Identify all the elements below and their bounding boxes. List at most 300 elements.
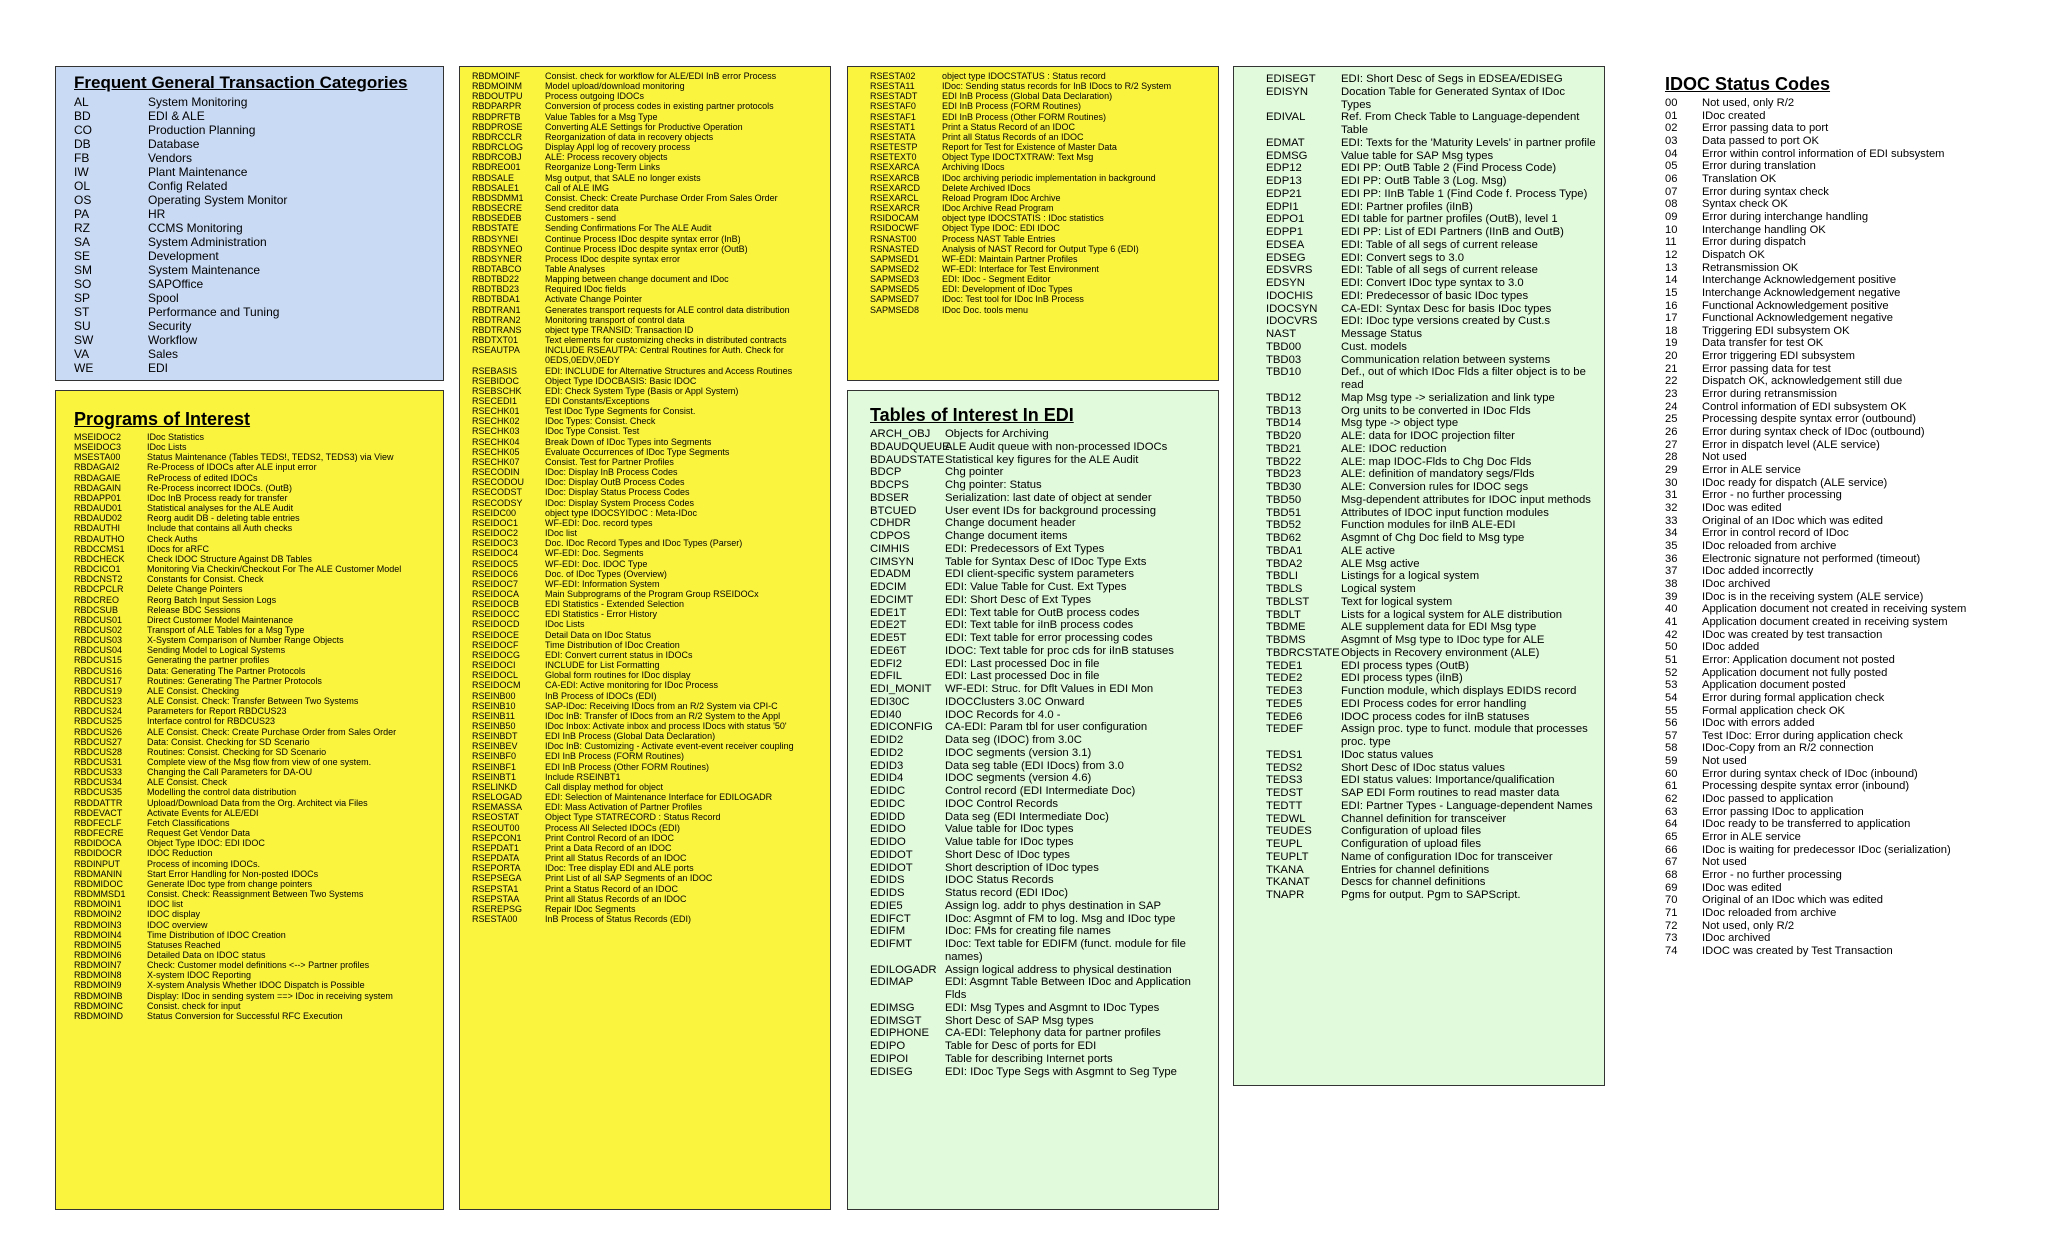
list-item bbox=[870, 670, 1212, 683]
list-item bbox=[472, 782, 824, 792]
edi-tables-list bbox=[870, 428, 1212, 1078]
list-item bbox=[1665, 755, 2035, 768]
list-item bbox=[1266, 532, 1598, 545]
list-item bbox=[1665, 818, 2035, 831]
item-code: SAPMSED1 bbox=[870, 253, 920, 264]
item-description: Syntax check OK bbox=[1702, 198, 1788, 211]
item-description: Value Tables for a Msg Type bbox=[545, 111, 658, 122]
list-item bbox=[1266, 494, 1598, 507]
item-description: IDoc Lists bbox=[147, 442, 187, 453]
list-item bbox=[870, 925, 1212, 938]
item-description: Security bbox=[148, 319, 192, 333]
item-description: Direct Customer Model Maintenance bbox=[147, 614, 294, 625]
item-description: Process outgoing IDOCs bbox=[545, 91, 645, 102]
list-item bbox=[870, 900, 1212, 913]
item-code: RSEIDOCE bbox=[472, 629, 520, 640]
item-code: TBDRCSTATE bbox=[1266, 646, 1340, 659]
item-description: Descs for channel definitions bbox=[1341, 876, 1486, 889]
item-description: Delete Change Pointers bbox=[147, 584, 243, 595]
list-item bbox=[870, 294, 1212, 304]
item-code: 11 bbox=[1665, 236, 1677, 249]
list-item bbox=[74, 767, 437, 777]
item-code: RSECHK03 bbox=[472, 426, 520, 437]
item-description: Entries for channel definitions bbox=[1341, 863, 1490, 876]
item-code: 58 bbox=[1665, 742, 1678, 755]
item-code: EDIE5 bbox=[870, 899, 903, 912]
item-code: EDIDOT bbox=[870, 848, 913, 861]
list-item bbox=[472, 660, 824, 670]
item-description: Check IDOC Structure Against DB Tables bbox=[147, 553, 312, 564]
item-code: RBDRCLOG bbox=[472, 142, 524, 153]
list-item bbox=[74, 151, 443, 165]
item-code: 13 bbox=[1665, 261, 1678, 274]
list-item bbox=[472, 183, 824, 193]
item-description: ALE Consist. Checking bbox=[147, 685, 240, 696]
item-description: Short Desc of SAP Msg types bbox=[945, 1014, 1094, 1027]
item-description: IDOC display bbox=[147, 909, 201, 920]
item-description: EDI: Msg Types and Asgmnt to IDoc Types bbox=[945, 1001, 1160, 1014]
item-description: WF-EDI: Interface for Test Environment bbox=[942, 263, 1099, 274]
item-code: RSEIDOCA bbox=[472, 588, 520, 599]
item-code: RBDSALE bbox=[472, 172, 515, 183]
item-code: RSEXARCA bbox=[870, 162, 920, 173]
item-description: System Maintenance bbox=[148, 263, 261, 277]
list-item bbox=[1266, 201, 1598, 214]
item-description: Database bbox=[148, 137, 200, 151]
item-code: RBDMOIN3 bbox=[74, 919, 122, 930]
item-description: ALE: data for IDOC projection filter bbox=[1341, 430, 1515, 442]
list-item bbox=[472, 264, 824, 274]
item-description: IDoc archived bbox=[1702, 577, 1771, 590]
item-code: CIMSYN bbox=[870, 555, 914, 568]
item-description: ALE active bbox=[1341, 544, 1396, 557]
item-description: IDoc InB: Customizing - Activate event-event receiver coupling bbox=[545, 741, 794, 752]
item-description: EDI: Text table for iInB process codes bbox=[945, 619, 1134, 632]
list-item bbox=[870, 530, 1212, 543]
item-code: BDAUDQUEUE bbox=[870, 440, 950, 453]
item-code: 37 bbox=[1665, 565, 1678, 578]
item-code: RSESTADT bbox=[870, 91, 918, 102]
item-code: RSEIDOC7 bbox=[472, 578, 519, 589]
item-code: 05 bbox=[1665, 160, 1678, 173]
list-item bbox=[1266, 825, 1598, 838]
item-code: EDIDS bbox=[870, 887, 905, 899]
list-item bbox=[870, 721, 1212, 734]
item-code: TBD62 bbox=[1266, 532, 1302, 544]
list-item bbox=[870, 112, 1212, 122]
list-item bbox=[1665, 451, 2035, 464]
item-code: RSELOGAD bbox=[472, 792, 523, 803]
item-description: Not used bbox=[1702, 451, 1747, 464]
list-item bbox=[1266, 800, 1598, 813]
list-item bbox=[870, 173, 1212, 183]
item-description: Routines: Generating The Partner Protocols bbox=[147, 675, 322, 686]
item-code: EDE5T bbox=[870, 632, 907, 644]
item-code: TEDS1 bbox=[1266, 748, 1303, 761]
list-item bbox=[74, 899, 437, 909]
list-item bbox=[1266, 723, 1598, 749]
item-description: System Monitoring bbox=[148, 95, 248, 109]
item-code: BDSER bbox=[870, 491, 909, 504]
item-code: RBDCUS28 bbox=[74, 746, 123, 757]
item-code: EDIMSGT bbox=[870, 1014, 922, 1027]
item-description: Error in ALE service bbox=[1702, 464, 1801, 477]
item-code: RBDDATTR bbox=[74, 797, 123, 808]
item-code: RSEOSTAT bbox=[472, 812, 520, 823]
list-item bbox=[472, 294, 824, 304]
list-item bbox=[1665, 806, 2035, 819]
item-description: Generating the partner profiles bbox=[147, 655, 270, 666]
list-item bbox=[472, 863, 824, 873]
item-code: RSEXARCB bbox=[870, 172, 920, 183]
item-code: RSEIDOCM bbox=[472, 680, 521, 691]
item-description: Doc. of IDoc Types (Overview) bbox=[545, 568, 667, 579]
item-code: 50 bbox=[1665, 641, 1678, 654]
list-item bbox=[1665, 262, 2035, 275]
item-code: RBDRCOBJ bbox=[472, 152, 522, 163]
item-description: Generates transport requests for ALE control data distribution bbox=[545, 304, 790, 315]
list-item bbox=[472, 833, 824, 843]
item-code: 67 bbox=[1665, 856, 1678, 869]
item-description: EDI: Asgmnt Table Between IDoc and Application Flds bbox=[945, 976, 1191, 1001]
list-item bbox=[74, 483, 437, 493]
item-code: RSETEXT0 bbox=[870, 152, 917, 163]
item-description: Def., out of which IDoc Flds a filter object is to be read bbox=[1341, 366, 1586, 391]
list-item bbox=[74, 123, 443, 137]
list-item bbox=[1266, 787, 1598, 800]
item-description: Short description of IDoc types bbox=[945, 861, 1099, 874]
item-code: RSEPSEGA bbox=[472, 873, 522, 884]
item-code: RSEBSCHK bbox=[472, 385, 522, 396]
item-code: EDCIMT bbox=[870, 593, 914, 606]
item-code: EDE6T bbox=[870, 644, 907, 657]
item-description: CA-EDI: Param tbl for user configuration bbox=[945, 721, 1148, 734]
list-item bbox=[472, 650, 824, 660]
list-item bbox=[472, 122, 824, 132]
item-code: RSNASTED bbox=[870, 243, 920, 254]
list-item bbox=[1665, 300, 2035, 313]
item-code: TBD52 bbox=[1266, 519, 1302, 532]
item-code: 68 bbox=[1665, 869, 1678, 882]
item-description: Logical system bbox=[1341, 583, 1416, 595]
item-code: TEDE3 bbox=[1266, 685, 1303, 697]
item-description: Msg output, that SALE no longer exists bbox=[545, 172, 701, 183]
item-description: IDoc list bbox=[545, 528, 578, 539]
list-item bbox=[472, 437, 824, 447]
item-code: TBD30 bbox=[1266, 481, 1302, 493]
list-item bbox=[472, 457, 824, 467]
item-code: RSESTA11 bbox=[870, 81, 915, 92]
item-code: PA bbox=[74, 207, 90, 221]
item-description: IDoc: FMs for creating file names bbox=[945, 925, 1111, 938]
item-code: TEDE5 bbox=[1266, 697, 1303, 710]
list-item bbox=[1266, 672, 1598, 685]
item-code: RBDMOINB bbox=[74, 990, 123, 1001]
list-item bbox=[472, 71, 824, 81]
item-code: EDIPHONE bbox=[870, 1027, 930, 1040]
item-code: RBDTRANS bbox=[472, 324, 522, 335]
idoc-status-codes-list bbox=[1665, 97, 2035, 958]
list-item bbox=[1665, 350, 2035, 363]
item-code: TBD20 bbox=[1266, 430, 1302, 442]
list-item bbox=[74, 513, 437, 523]
item-code: RSEPDAT1 bbox=[472, 842, 519, 853]
item-code: RBDOUTPU bbox=[472, 91, 523, 102]
item-code: RSEIDOCL bbox=[472, 670, 519, 681]
item-description: Consist. Check: Create Purchase Order From Sales Order bbox=[545, 192, 778, 203]
list-item bbox=[472, 701, 824, 711]
edi-tables-continued-list bbox=[1266, 73, 1598, 902]
list-item bbox=[74, 869, 437, 879]
item-code: RBDAGAIN bbox=[74, 482, 122, 493]
list-item bbox=[1266, 150, 1598, 163]
list-item bbox=[74, 737, 437, 747]
item-description: Model upload/download monitoring bbox=[545, 81, 685, 92]
item-code: RBDTRAN2 bbox=[472, 314, 521, 325]
item-description: Functional Acknowledgement positive bbox=[1702, 299, 1889, 312]
item-code: 56 bbox=[1665, 717, 1678, 730]
item-code: EDISYN bbox=[1266, 85, 1309, 98]
item-code: EDSEG bbox=[1266, 251, 1306, 264]
list-item bbox=[74, 879, 437, 889]
item-code: EDID2 bbox=[870, 746, 904, 759]
item-code: RBDSYNEI bbox=[472, 233, 519, 244]
list-item bbox=[74, 920, 437, 930]
item-code: RSECHK05 bbox=[472, 446, 520, 457]
item-description: Error during interchange handling bbox=[1702, 210, 1869, 223]
item-code: RBDCUS15 bbox=[74, 655, 123, 666]
item-description: Request Get Vendor Data bbox=[147, 828, 251, 839]
programs-continued-list bbox=[472, 71, 824, 924]
list-item bbox=[1665, 869, 2035, 882]
item-code: RBDMOINM bbox=[472, 81, 522, 92]
item-code: RBDSALE1 bbox=[472, 182, 520, 193]
item-code: 18 bbox=[1665, 324, 1678, 337]
item-description: Org units to be converted in IDoc Flds bbox=[1341, 404, 1531, 417]
list-item bbox=[1266, 226, 1598, 239]
item-description: Object Type IDOCTXTRAW: Text Msg bbox=[942, 152, 1094, 163]
list-item bbox=[472, 426, 824, 436]
item-description: Repair IDoc Segments bbox=[545, 903, 636, 914]
list-item bbox=[472, 213, 824, 223]
item-code: EDCIM bbox=[870, 581, 907, 593]
list-item bbox=[870, 234, 1212, 244]
item-description: EDI: INCLUDE for Alternative Structures and Access Routines bbox=[545, 365, 793, 376]
list-item bbox=[74, 544, 437, 554]
programs-continued-2-list bbox=[870, 71, 1212, 315]
item-code: RSEINBF1 bbox=[472, 761, 517, 772]
item-description: Call of ALE IMG bbox=[545, 182, 610, 193]
item-code: 17 bbox=[1665, 312, 1678, 325]
item-code: RBDCUS01 bbox=[74, 614, 123, 625]
item-code: RBDSEDEB bbox=[472, 213, 522, 224]
list-item bbox=[472, 142, 824, 152]
item-code: RSECODST bbox=[472, 487, 523, 498]
list-item bbox=[870, 517, 1212, 530]
item-code: RSELINKD bbox=[472, 781, 518, 792]
list-item bbox=[1266, 762, 1598, 775]
item-code: TBD12 bbox=[1266, 391, 1302, 404]
item-description: IDoc reloaded from archive bbox=[1702, 907, 1837, 919]
item-code: TEDS2 bbox=[1266, 761, 1303, 774]
list-item bbox=[1665, 793, 2035, 806]
list-item bbox=[1665, 312, 2035, 325]
list-item bbox=[74, 777, 437, 787]
item-description: IDOC list bbox=[147, 899, 183, 910]
item-code: RSEINBDT bbox=[472, 731, 518, 742]
item-description: Name of configuration IDoc for transceiver bbox=[1341, 850, 1553, 863]
list-item bbox=[1665, 198, 2035, 211]
item-code: EDISEG bbox=[870, 1065, 913, 1078]
item-description: IDoc created bbox=[1702, 109, 1766, 122]
item-code: 35 bbox=[1665, 539, 1678, 552]
item-description: HR bbox=[148, 207, 166, 221]
item-description: IDoc Inbox: Activate inbox and process IDocs with status '50' bbox=[545, 721, 787, 731]
item-description: Not used, only R/2 bbox=[1702, 919, 1795, 932]
item-description: IDoc ready to be transferred to application bbox=[1702, 818, 1911, 831]
item-description: X-system Analysis Whether IDOC Dispatch is Possible bbox=[147, 980, 365, 991]
item-code: RSEAUTPA bbox=[472, 345, 520, 356]
item-code: TBD00 bbox=[1266, 340, 1302, 353]
item-description: IDoc was edited bbox=[1702, 881, 1782, 894]
item-description: IDOCClusters 3.0C Onward bbox=[945, 695, 1085, 708]
item-code: 08 bbox=[1665, 198, 1678, 211]
item-description: EDI Constants/Exceptions bbox=[545, 396, 650, 406]
item-description: Error during retransmission bbox=[1702, 388, 1837, 401]
item-code: EDI40 bbox=[870, 708, 902, 721]
item-code: TEUDES bbox=[1266, 825, 1312, 838]
item-description: Configuration of upload files bbox=[1341, 825, 1482, 838]
item-code: RBDPARPR bbox=[472, 101, 522, 112]
item-description: Print all Status Records of an IDOC bbox=[942, 131, 1084, 142]
list-item bbox=[1665, 742, 2035, 755]
item-description: EDI: Selection of Maintenance Interface for EDILOGADR bbox=[545, 792, 773, 803]
item-description: Error triggering EDI subsystem bbox=[1702, 350, 1855, 363]
item-code: RSESTAF0 bbox=[870, 101, 916, 112]
list-item bbox=[472, 416, 824, 426]
list-item bbox=[1665, 477, 2035, 490]
item-description: IDOC overview bbox=[147, 919, 208, 930]
item-code: RBDCUS25 bbox=[74, 716, 123, 727]
item-description: Send creditor data bbox=[545, 203, 619, 214]
item-code: EDMAT bbox=[1266, 136, 1305, 149]
item-code: TBDLI bbox=[1266, 570, 1299, 583]
item-description: Parameters for Report RBDCUS23 bbox=[147, 706, 287, 717]
item-description: Data seg table (EDI IDocs) from 3.0 bbox=[945, 759, 1124, 772]
item-description: ALE: map IDOC-Flds to Chg Doc Flds bbox=[1341, 455, 1532, 468]
item-code: SU bbox=[74, 319, 91, 333]
item-description: Error in control record of IDoc bbox=[1702, 527, 1849, 540]
list-item bbox=[870, 1066, 1212, 1079]
item-code: 61 bbox=[1665, 780, 1678, 793]
item-description: Routines: Consist. Checking for SD Scenario bbox=[147, 746, 327, 757]
item-code: EDIMAP bbox=[870, 976, 914, 989]
item-code: RBDMOIN8 bbox=[74, 970, 122, 981]
item-description: Interchange Acknowledgement negative bbox=[1702, 286, 1901, 299]
item-code: TBD10 bbox=[1266, 366, 1302, 379]
list-item bbox=[1266, 545, 1598, 558]
item-description: Operating System Monitor bbox=[148, 193, 288, 207]
list-item bbox=[472, 498, 824, 508]
edi-tables-continued-panel bbox=[1233, 66, 1605, 1086]
list-item bbox=[1665, 224, 2035, 237]
item-code: TEDWL bbox=[1266, 812, 1306, 825]
item-description: IDoc Statistics bbox=[147, 432, 205, 442]
list-item bbox=[74, 493, 437, 503]
item-code: 25 bbox=[1665, 413, 1678, 426]
item-code: RSEBIDOC bbox=[472, 375, 520, 386]
item-description: Change document header bbox=[945, 517, 1076, 530]
item-code: RSECODIN bbox=[472, 467, 520, 478]
list-item bbox=[472, 518, 824, 528]
item-code: EDP12 bbox=[1266, 162, 1302, 175]
item-description: Detail Data on IDoc Status bbox=[545, 629, 652, 640]
item-code: RBDAPP01 bbox=[74, 492, 122, 503]
list-item bbox=[870, 162, 1212, 172]
list-item bbox=[870, 244, 1212, 254]
list-item bbox=[1665, 553, 2035, 566]
item-description: IDoc status values bbox=[1341, 748, 1434, 761]
item-code: RBDMOIN6 bbox=[74, 949, 122, 960]
list-item bbox=[1266, 430, 1598, 443]
list-item bbox=[1665, 667, 2035, 680]
list-item bbox=[870, 454, 1212, 467]
item-code: RSEIDOCI bbox=[472, 660, 516, 671]
item-description: EDI: Mass Activation of Partner Profiles bbox=[545, 802, 703, 813]
item-description: EDI: Partner Types - Language-dependent Names bbox=[1341, 799, 1593, 812]
item-description: Development bbox=[148, 249, 219, 263]
item-description: Report for Test for Existence of Master Data bbox=[942, 142, 1117, 153]
list-item bbox=[74, 207, 443, 221]
programs-continued-panel bbox=[459, 66, 831, 1210]
item-code: RSEPCON1 bbox=[472, 832, 522, 843]
item-description: IDOC process codes for iInB statuses bbox=[1341, 710, 1530, 723]
item-code: RSEIDOCC bbox=[472, 609, 520, 620]
item-code: RSEIDOCG bbox=[472, 649, 521, 660]
item-description: Process IDoc despite syntax error bbox=[545, 253, 681, 264]
item-code: TBD50 bbox=[1266, 493, 1302, 506]
item-description: Consist. Test for Partner Profiles bbox=[545, 456, 674, 467]
list-item bbox=[472, 467, 824, 477]
item-code: RSIDOCWF bbox=[870, 223, 919, 234]
list-item bbox=[472, 772, 824, 782]
item-description: Data passed to port OK bbox=[1702, 134, 1819, 147]
item-code: RSEXARCD bbox=[870, 182, 921, 193]
list-item bbox=[74, 462, 437, 472]
item-code: BDAUDSTATE bbox=[870, 453, 945, 466]
item-code: RBDAUD02 bbox=[74, 513, 123, 524]
list-item bbox=[472, 234, 824, 244]
item-code: RBDMOIND bbox=[74, 1010, 123, 1021]
item-code: 01 bbox=[1665, 109, 1678, 122]
item-description: Interface control for RBDCUS23 bbox=[147, 716, 276, 727]
item-description: Sending Model to Logical Systems bbox=[147, 645, 286, 656]
item-description: ALE Consist. Check: Transfer Between Two Systems bbox=[147, 696, 359, 707]
list-item bbox=[1665, 768, 2035, 781]
list-item bbox=[472, 894, 824, 904]
item-description: ReProcess of edited IDOCs bbox=[147, 472, 258, 483]
item-code: RSEIDOCF bbox=[472, 639, 519, 650]
list-item bbox=[472, 366, 824, 376]
list-item bbox=[870, 683, 1212, 696]
list-item bbox=[74, 686, 437, 696]
item-description: WF-EDI: Maintain Partner Profiles bbox=[942, 253, 1078, 264]
list-item bbox=[1266, 290, 1598, 303]
item-description: Change document items bbox=[945, 530, 1068, 542]
item-description: Print all Status Records of an IDOC bbox=[545, 853, 687, 864]
list-item bbox=[74, 503, 437, 513]
list-item bbox=[472, 792, 824, 802]
